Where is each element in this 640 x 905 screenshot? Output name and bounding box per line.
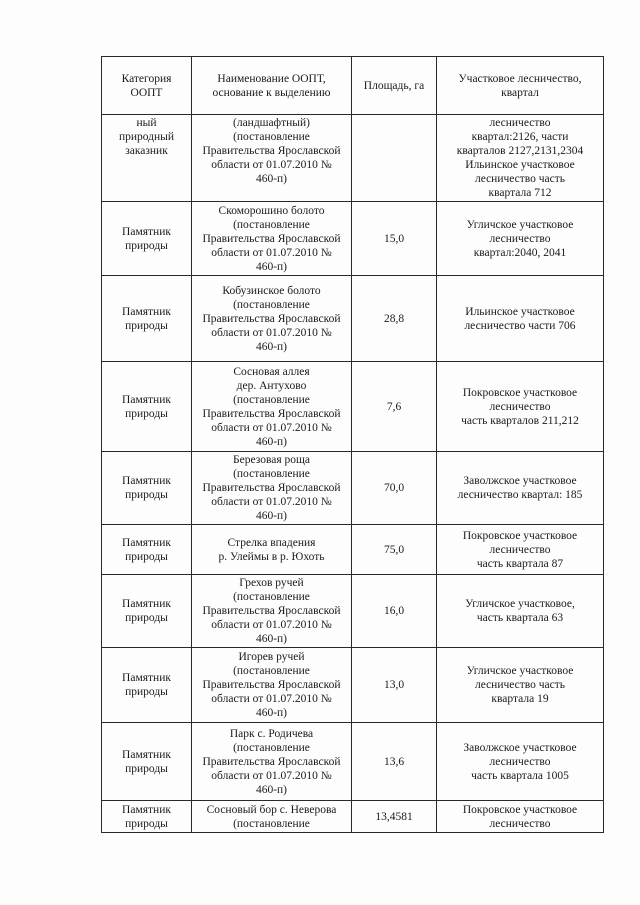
cell-name: Грехов ручей (постановление Правительства Ярославской области от 01.07.2010 № 460-п) [192,575,352,648]
table-row [102,525,604,575]
cell-forestry: Покровское участковое лесничество часть квартала 87 [437,525,604,575]
cell-name: Березовая роща (постановление Правительства Ярославской области от 01.07.2010 № 460-п) [192,452,352,525]
header-category: Категория ООПТ [102,57,192,115]
cell-name: (ландшафтный) (постановление Правительства Ярославской области от 01.07.2010 № 460-п) [192,115,352,202]
cell-area: 16,0 [352,575,437,648]
cell-name: Кобузинское болото (постановление Правительства Ярославской области от 01.07.2010 № 460-п) [192,276,352,362]
cell-name: Скоморошино болото (постановление Правительства Ярославской области от 01.07.2010 № 460-п) [192,202,352,276]
cell-category: ный природный заказник [102,115,192,202]
cell-category: Памятник природы [102,452,192,525]
table-row [102,801,604,833]
cell-category: Памятник природы [102,202,192,276]
header-forestry: Участковое лесничество, квартал [437,57,604,115]
cell-area: 70,0 [352,452,437,525]
cell-category: Памятник природы [102,648,192,723]
cell-name: Парк с. Родичева (постановление Правительства Ярославской области от 01.07.2010 № 460-п) [192,723,352,801]
cell-forestry: Покровское участковое лесничество часть кварталов 211,212 [437,362,604,452]
cell-category: Памятник природы [102,276,192,362]
table-row [102,202,604,276]
cell-category: Памятник природы [102,525,192,575]
cell-name: Сосновый бор с. Неверова (постановление [192,801,352,833]
cell-forestry: Ильинское участковое лесничество части 706 [437,276,604,362]
header-area: Площадь, га [352,57,437,115]
cell-area: 15,0 [352,202,437,276]
cell-forestry: Угличское участковое, часть квартала 63 [437,575,604,648]
table-row [102,575,604,648]
cell-area: 28,8 [352,276,437,362]
table-row [102,115,604,202]
cell-name: Сосновая аллея дер. Антухово (постановление Правительства Ярославской области от 01.07.2010 № 460-п) [192,362,352,452]
cell-area: 13,0 [352,648,437,723]
cell-forestry: лесничество квартал:2126, части кварталов 2127,2131,2304 Ильинское участковое лесничество часть квартала 712 [437,115,604,202]
cell-name: Игорев ручей (постановление Правительства Ярославской области от 01.07.2010 № 460-п) [192,648,352,723]
table-header-row [102,57,604,115]
cell-forestry: Заволжское участковое лесничество квартал: 185 [437,452,604,525]
header-name: Наименование ООПТ, основание к выделению [192,57,352,115]
cell-area: 13,6 [352,723,437,801]
table-row [102,452,604,525]
table-row [102,276,604,362]
table-row [102,723,604,801]
cell-category: Памятник природы [102,723,192,801]
table-row [102,648,604,723]
cell-forestry: Покровское участковое лесничество [437,801,604,833]
cell-area: 13,4581 [352,801,437,833]
cell-category: Памятник природы [102,575,192,648]
oopt-table [101,56,604,833]
table-row [102,362,604,452]
cell-category: Памятник природы [102,801,192,833]
cell-category: Памятник природы [102,362,192,452]
cell-area [352,115,437,202]
cell-area: 7,6 [352,362,437,452]
cell-name: Стрелка впадения р. Улеймы в р. Юхоть [192,525,352,575]
cell-forestry: Угличское участковое лесничество квартал:2040, 2041 [437,202,604,276]
cell-forestry: Угличское участковое лесничество часть квартала 19 [437,648,604,723]
cell-area: 75,0 [352,525,437,575]
cell-forestry: Заволжское участковое лесничество часть квартала 1005 [437,723,604,801]
